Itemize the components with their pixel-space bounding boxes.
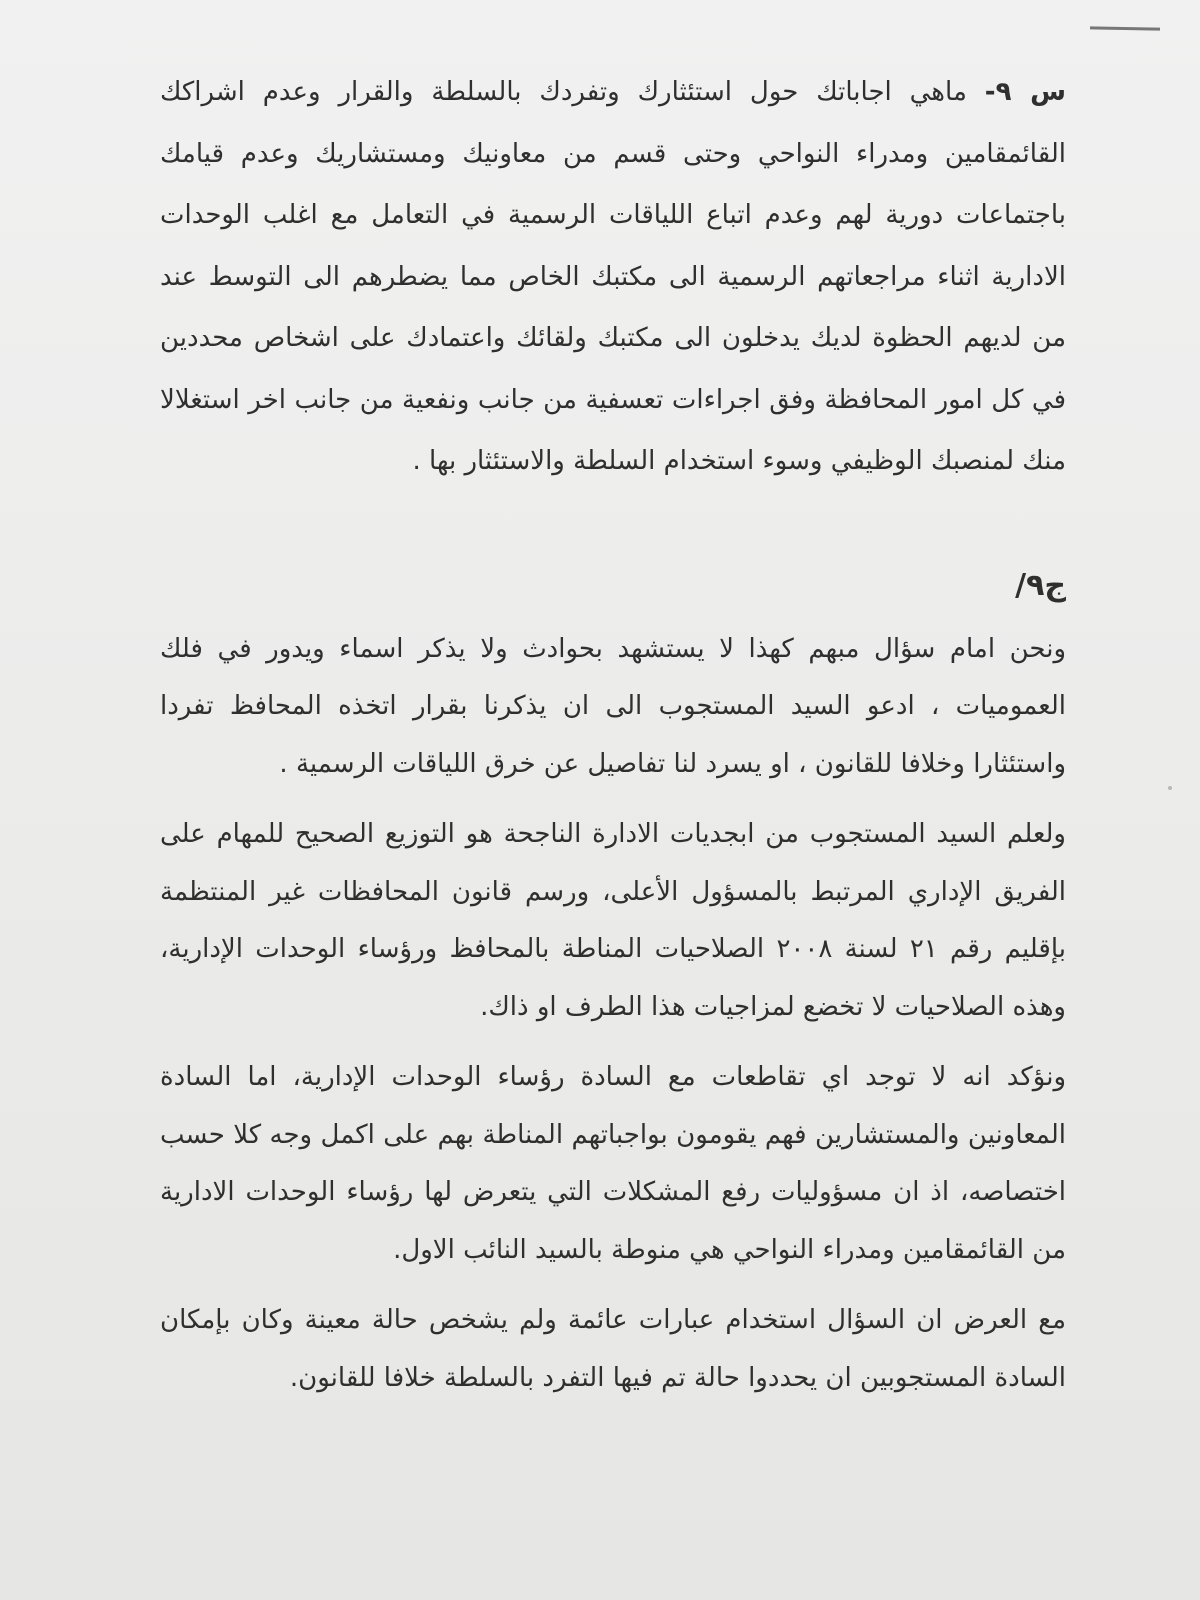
answer-paragraph-3: ونؤكد انه لا توجد اي تقاطعات مع السادة رؤساء الوحدات الإدارية، اما السادة المعاونين والمستشارين فهم يقومون بواجباتهم المناطة بهم على اكمل وجه كلا حسب اختصاصه، اذ ان مسؤوليات رفع المشكلات التي يتعرض لها رؤساء الوحدات الادارية من القائمقامين ومدراء النواحي هي منوطة بالسيد النائب الاول. bbox=[160, 1062, 1066, 1265]
answer-label: ج٩/ bbox=[1015, 567, 1066, 603]
answer-paragraph-2: ولعلم السيد المستجوب من ابجديات الادارة الناجحة هو التوزيع الصحيح للمهام على الفريق الإداري المرتبط بالمسؤول الأعلى، ورسم قانون المحافظات غير المنتظمة بإقليم رقم ٢١ لسنة ٢٠٠٨ الصلاحيات المناطة بالمحافظ ورؤساء الوحدات الإدارية، وهذه الصلاحيات لا تخضع لمزاجيات هذا الطرف او ذاك. bbox=[160, 819, 1066, 1022]
answer-paragraph-4: مع العرض ان السؤال استخدام عبارات عائمة ولم يشخص حالة معينة وكان بإمكان السادة المستجوبين ان يحددوا حالة تم فيها التفرد بالسلطة خلافا للقانون. bbox=[160, 1305, 1066, 1393]
margin-mark bbox=[1168, 786, 1172, 790]
question-text: ماهي اجاباتك حول استئثارك وتفردك بالسلطة والقرار وعدم اشراكك القائمقامين ومدراء النواحي وحتى قسم من معاونيك ومستشاريك وعدم قيامك باجتماعات دورية لهم وعدم اتباع اللياقات الرسمية في التعامل مع اغلب الوحدات الادارية اثناء مراجعاتهم الرسمية الى مكتبك الخاص مما يضطرهم الى التوسط عند من لديهم الحظوة لديك يدخلون الى مكتبك ولقائك واعتمادك على اشخاص محددين في كل امور المحافظة وفق اجراءات تعسفية من جانب ونفعية من جانب اخر استغلالا منك لمنصبك الوظيفي وسوء استخدام السلطة والاستئثار بها . bbox=[160, 77, 1066, 476]
answer-paragraph-1: ونحن امام سؤال مبهم كهذا لا يستشهد بحوادث ولا يذكر اسماء ويدور في فلك العموميات ، ادعو السيد المستجوب الى ان يذكرنا بقرار اتخذه المحافظ تفردا واستئثارا وخلافا للقانون ، او يسرد لنا تفاصيل عن خرق اللياقات الرسمية . bbox=[160, 633, 1066, 779]
question-block bbox=[160, 62, 1066, 493]
question-number: س ٩- bbox=[984, 77, 1067, 107]
page-edge-mark bbox=[1090, 26, 1160, 30]
document-body bbox=[160, 62, 1066, 1407]
